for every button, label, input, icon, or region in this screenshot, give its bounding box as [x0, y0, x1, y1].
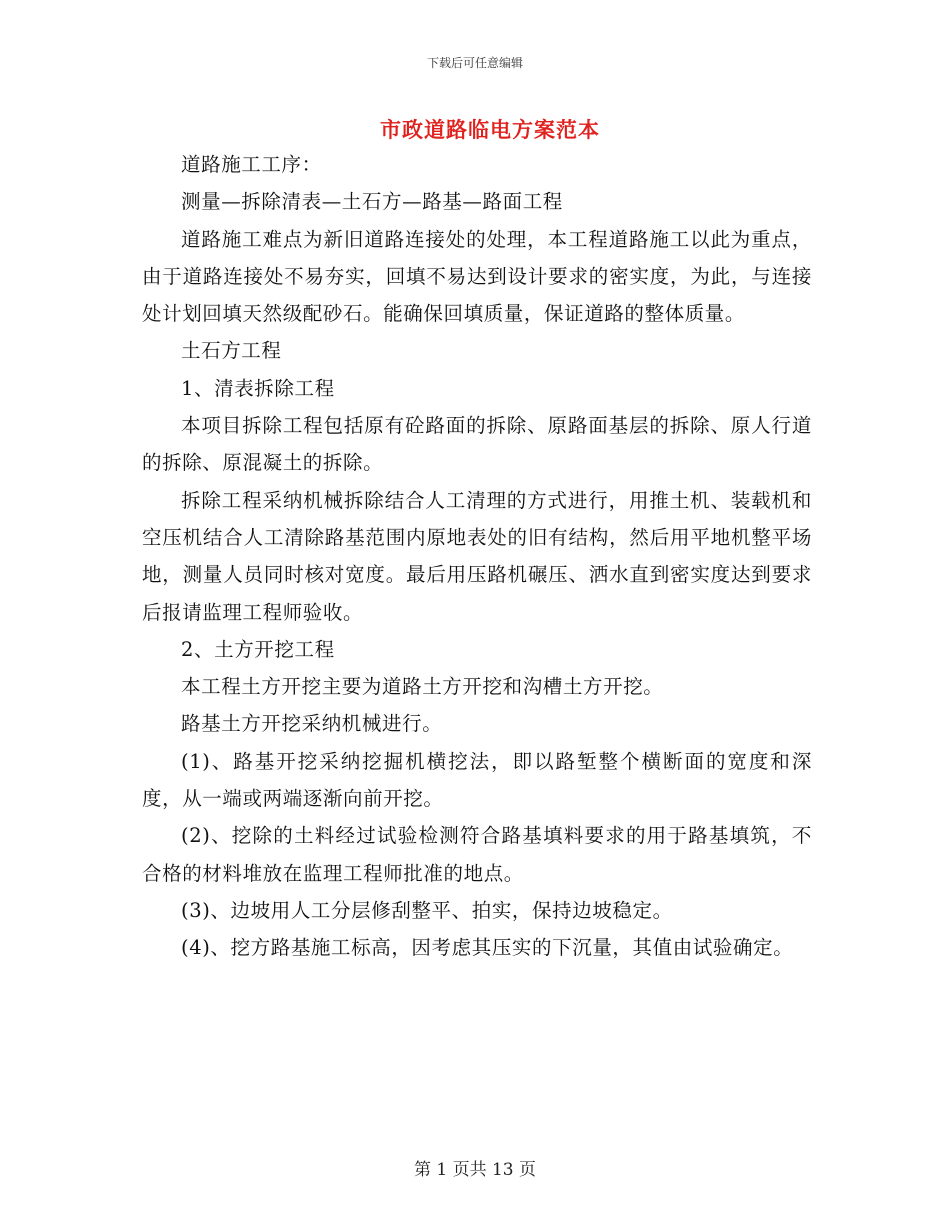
- list-item-3: (3)、边坡用人工分层修刮整平、拍实，保持边坡稳定。: [181, 898, 673, 922]
- paragraph-process-steps: 测量—拆除清表—土石方—路基—路面工程: [181, 190, 563, 214]
- paragraph-demolition-scope: 本项目拆除工程包括原有砼路面的拆除、原路面基层的拆除、原人行道的拆除、原混凝土的拆除。: [142, 414, 812, 475]
- paragraph-process-heading: 道路施工工序：: [181, 153, 322, 176]
- list-item-4: (4)、挖方路基施工标高，因考虑其压实的下沉量，其值由试验确定。: [181, 936, 794, 960]
- document-title: 市政道路临电方案范本: [380, 117, 600, 142]
- list-item-2: (2)、挖除的土料经过试验检测符合路基填料要求的用于路基填筑，不合格的材料堆放在监理工程师批准的地点。: [142, 824, 812, 885]
- subsection-heading-excavation: 2、土方开挖工程: [181, 637, 335, 661]
- paragraph-demolition-method: 拆除工程采纳机械拆除结合人工清理的方式进行，用推土机、装载机和空压机结合人工清除路基范围内原地表处的旧有结构，然后用平地机整平场地，测量人员同时核对宽度。最后用压路机碾压、洒水直到密实度达到要求后报请监理工程师验收。: [142, 488, 812, 624]
- paragraph-excavation-method: 路基土方开挖采纳机械进行。: [181, 712, 443, 736]
- section-heading-earthwork: 土石方工程: [181, 339, 282, 363]
- document-body: [142, 146, 812, 967]
- header-note: 下载后可任意编辑: [426, 56, 523, 70]
- paragraph-excavation-scope: 本工程土方开挖主要为道路土方开挖和沟槽土方开挖。: [181, 675, 664, 699]
- page-footer: 第 1 页共 13 页: [413, 1160, 537, 1180]
- list-item-1: (1)、路基开挖采纳挖掘机横挖法，即以路堑整个横断面的宽度和深度，从一端或两端逐渐向前开挖。: [142, 749, 812, 811]
- subsection-heading-clearing: 1、清表拆除工程: [181, 376, 335, 400]
- paragraph-difficulty: 道路施工难点为新旧道路连接处的处理，本工程道路施工以此为重点，由于道路连接处不易夯实，回填不易达到设计要求的密实度，为此，与连接处计划回填天然级配砂石。能确保回填质量，保证道路的整体质量。: [142, 227, 812, 326]
